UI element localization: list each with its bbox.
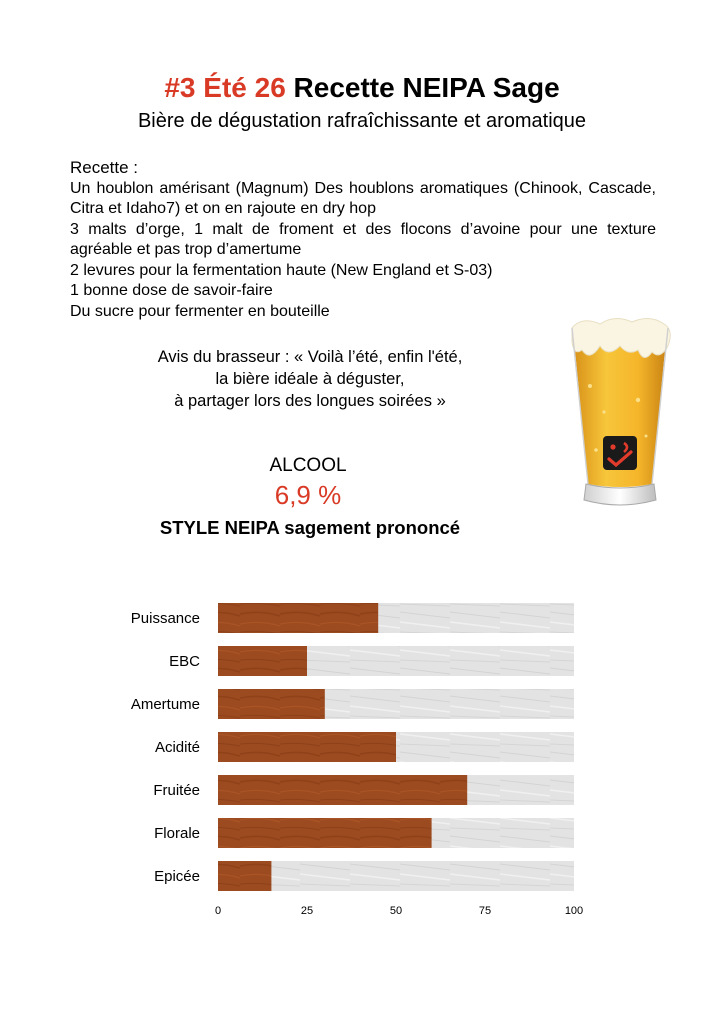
category-label: EBC — [169, 653, 200, 670]
brewer-opinion — [100, 346, 520, 412]
bar-fruitée — [218, 775, 467, 805]
title-main: Recette NEIPA Sage — [293, 72, 560, 103]
category-label: Fruitée — [153, 782, 200, 799]
page-title — [0, 72, 724, 104]
page-subtitle: Bière de dégustation rafraîchissante et aromatique — [137, 110, 587, 132]
recipe-line: Un houblon amérisant (Magnum) Des houblons aromatiques (Chinook, Cascade, Citra et Idaho7) et on en rajoute en dry hop — [70, 179, 656, 217]
x-tick-label: 25 — [300, 905, 314, 917]
bar-ebc — [218, 646, 307, 676]
avis-line: à partager lors des longues soirées » — [174, 392, 446, 410]
title-prefix: #3 Été 26 — [164, 72, 286, 103]
bar-puissance — [218, 603, 378, 633]
x-tick-label: 75 — [478, 905, 492, 917]
category-label: Acidité — [154, 739, 200, 756]
recipe-heading: Recette : — [70, 158, 139, 177]
recipe-section — [70, 158, 656, 322]
beer-glass-icon — [560, 316, 680, 512]
x-tick-label: 0 — [214, 905, 222, 917]
avis-line: la bière idéale à déguster, — [215, 370, 405, 388]
category-label: Amertume — [130, 696, 200, 713]
recipe-line: 1 bonne dose de savoir-faire — [70, 282, 273, 299]
bar-florale — [218, 818, 432, 848]
style-line: STYLE NEIPA sagement prononcé — [159, 517, 461, 538]
alcohol-value: 6,9 % — [274, 480, 342, 510]
recipe-line: 3 malts d’orge, 1 malt de froment et des flocons d’avoine pour une texture agréable et pas trop d’amertume — [70, 220, 656, 258]
x-tick-label: 100 — [564, 905, 584, 917]
category-label: Florale — [154, 825, 200, 842]
x-tick-label: 50 — [389, 905, 403, 917]
alcohol-label: ALCOOL — [269, 455, 347, 476]
recipe-line: 2 levures pour la fermentation haute (New England et S-03) — [70, 261, 493, 279]
category-label: Epicée — [154, 868, 200, 885]
avis-line: Avis du brasseur : « Voilà l’été, enfin l'été, — [157, 348, 463, 366]
bar-epicée — [218, 861, 271, 891]
radar-bar-chart — [0, 580, 724, 920]
bar-amertume — [218, 689, 325, 719]
category-label: Puissance — [130, 610, 200, 627]
bar-acidité — [218, 732, 396, 762]
recipe-line: Du sucre pour fermenter en bouteille — [70, 302, 330, 320]
